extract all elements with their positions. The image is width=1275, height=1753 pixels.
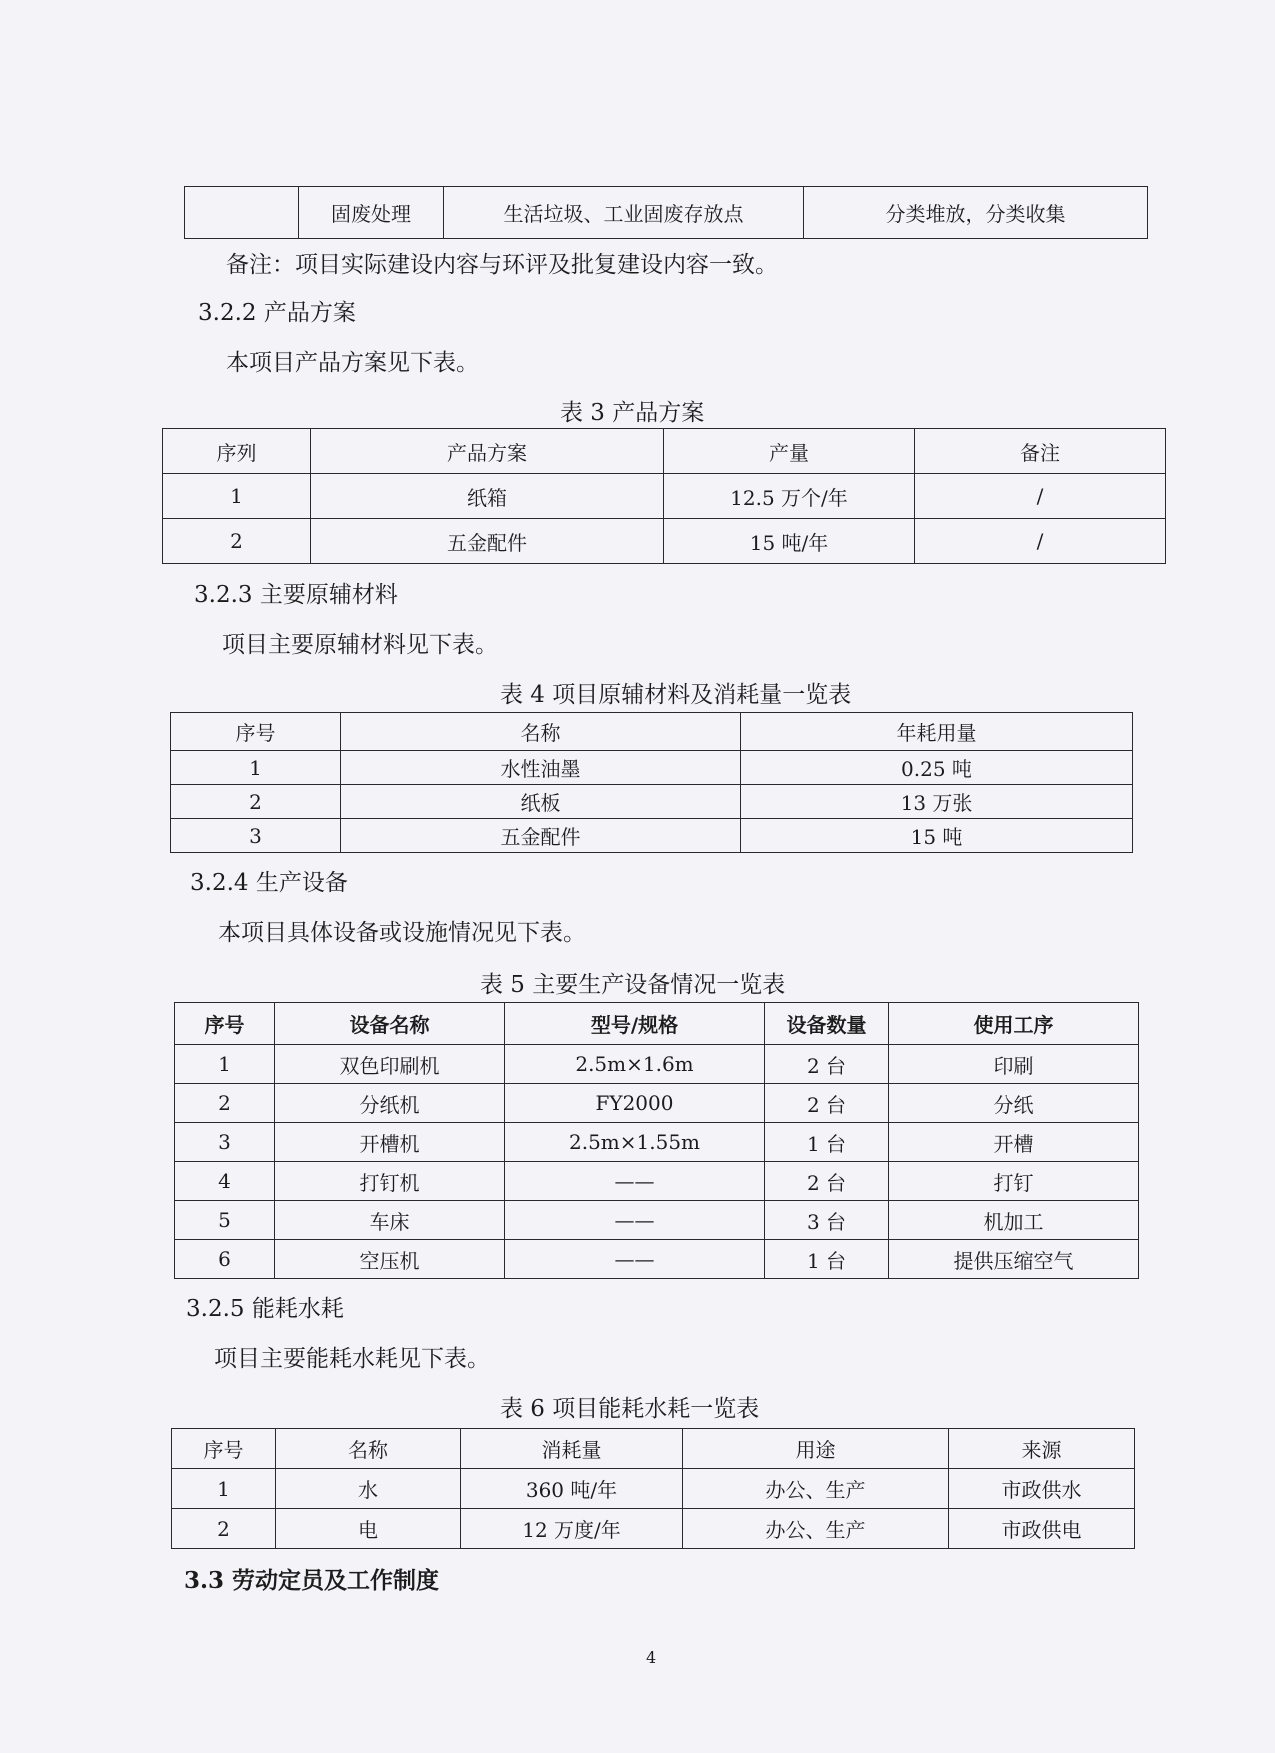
table3 [162,428,1166,564]
table6-header: 用途 [683,1429,949,1469]
table3-caption: 表 3 产品方案 [560,400,705,426]
table-row [163,519,1166,564]
table3-header: 备注 [915,429,1166,474]
table-row [175,1162,1139,1201]
table4-header: 年耗用量 [741,713,1133,751]
table3-cell: 1 [163,474,311,519]
section-heading-3-2-3: 3.2.3 主要原辅材料 [194,582,398,608]
section-text-3-2-4: 本项目具体设备或设施情况见下表。 [218,920,586,946]
table5-cell: 车床 [275,1201,505,1240]
table3-cell: 五金配件 [311,519,664,564]
table-row [163,474,1166,519]
table5-cell: 2 台 [765,1084,889,1123]
table-row [171,785,1133,819]
table5-cell: 5 [175,1201,275,1240]
table6-cell: 办公、生产 [683,1469,949,1509]
table5-cell: 2 台 [765,1045,889,1084]
table6-caption: 表 6 项目能耗水耗一览表 [500,1396,760,1422]
table-row [175,1201,1139,1240]
table5-cell: 2 台 [765,1162,889,1201]
table5-header: 设备数量 [765,1003,889,1045]
section-text-3-2-3: 项目主要原辅材料见下表。 [222,632,498,658]
table6-cell: 12 万度/年 [461,1509,683,1549]
table4-cell: 13 万张 [741,785,1133,819]
section-heading-3-2-2: 3.2.2 产品方案 [198,300,356,326]
table5-header: 使用工序 [889,1003,1139,1045]
table4-cell: 2 [171,785,341,819]
section-heading-3-3: 3.3 劳动定员及工作制度 [184,1567,440,1594]
table3-cell: 12.5 万个/年 [664,474,915,519]
table5-cell: 3 [175,1123,275,1162]
table5-cell: 分纸机 [275,1084,505,1123]
table5-cell: 3 台 [765,1201,889,1240]
table5-cell: 印刷 [889,1045,1139,1084]
table4-caption: 表 4 项目原辅材料及消耗量一览表 [500,682,852,708]
table6-cell: 办公、生产 [683,1509,949,1549]
table3-cell: / [915,519,1166,564]
table3-cell: / [915,474,1166,519]
table6-cell: 360 吨/年 [461,1469,683,1509]
note-text: 备注：项目实际建设内容与环评及批复建设内容一致。 [226,252,778,278]
section-heading-3-2-4: 3.2.4 生产设备 [190,870,348,896]
top-table-cell: 生活垃圾、工业固废存放点 [444,187,804,239]
section-text-3-2-5: 项目主要能耗水耗见下表。 [214,1346,490,1372]
table5-cell: —— [505,1162,765,1201]
table4-cell: 3 [171,819,341,853]
section-heading-3-2-5: 3.2.5 能耗水耗 [186,1296,344,1322]
table4-cell: 纸板 [341,785,741,819]
table-row [171,751,1133,785]
table5-cell: 开槽 [889,1123,1139,1162]
table5-cell: 双色印刷机 [275,1045,505,1084]
table5-cell: 开槽机 [275,1123,505,1162]
table5-cell: —— [505,1240,765,1279]
table5-header: 序号 [175,1003,275,1045]
table-row [171,819,1133,853]
table5-cell: 2 [175,1084,275,1123]
table5-cell: 1 台 [765,1123,889,1162]
table5-cell: 1 [175,1045,275,1084]
table6 [171,1428,1135,1549]
table4-cell: 0.25 吨 [741,751,1133,785]
table5-cell: 2.5m×1.55m [505,1123,765,1162]
page-number: 4 [646,1648,657,1667]
table-row [172,1469,1135,1509]
table4-cell: 15 吨 [741,819,1133,853]
table5 [174,1002,1139,1279]
table-row [172,1509,1135,1549]
table5-caption: 表 5 主要生产设备情况一览表 [480,972,786,998]
top-table-cell [185,187,299,239]
table3-header: 产量 [664,429,915,474]
table5-cell: 1 台 [765,1240,889,1279]
table5-cell: 空压机 [275,1240,505,1279]
table5-header: 型号/规格 [505,1003,765,1045]
top-table [184,186,1148,239]
table3-header: 序列 [163,429,311,474]
table5-cell: 2.5m×1.6m [505,1045,765,1084]
table-row [175,1123,1139,1162]
table-row [175,1084,1139,1123]
table6-header: 来源 [949,1429,1135,1469]
table3-cell: 15 吨/年 [664,519,915,564]
table5-cell: 6 [175,1240,275,1279]
table-row [175,1045,1139,1084]
table4-header: 序号 [171,713,341,751]
table6-cell: 水 [276,1469,461,1509]
table4-cell: 1 [171,751,341,785]
table5-cell: FY2000 [505,1084,765,1123]
table6-cell: 电 [276,1509,461,1549]
table5-header: 设备名称 [275,1003,505,1045]
table6-cell: 市政供水 [949,1469,1135,1509]
table5-cell: 打钉 [889,1162,1139,1201]
table4-cell: 水性油墨 [341,751,741,785]
table4 [170,712,1133,853]
section-text-3-2-2: 本项目产品方案见下表。 [226,350,479,376]
table3-header: 产品方案 [311,429,664,474]
table3-cell: 纸箱 [311,474,664,519]
table-row [175,1240,1139,1279]
table6-header: 序号 [172,1429,276,1469]
top-table-cell: 固废处理 [299,187,444,239]
table6-cell: 市政供电 [949,1509,1135,1549]
table4-header: 名称 [341,713,741,751]
table5-cell: 4 [175,1162,275,1201]
table5-cell: —— [505,1201,765,1240]
table6-header: 消耗量 [461,1429,683,1469]
table6-cell: 1 [172,1469,276,1509]
table5-cell: 机加工 [889,1201,1139,1240]
table5-cell: 提供压缩空气 [889,1240,1139,1279]
table6-header: 名称 [276,1429,461,1469]
table5-cell: 打钉机 [275,1162,505,1201]
table3-cell: 2 [163,519,311,564]
table5-cell: 分纸 [889,1084,1139,1123]
table6-cell: 2 [172,1509,276,1549]
table4-cell: 五金配件 [341,819,741,853]
top-table-cell: 分类堆放，分类收集 [804,187,1148,239]
